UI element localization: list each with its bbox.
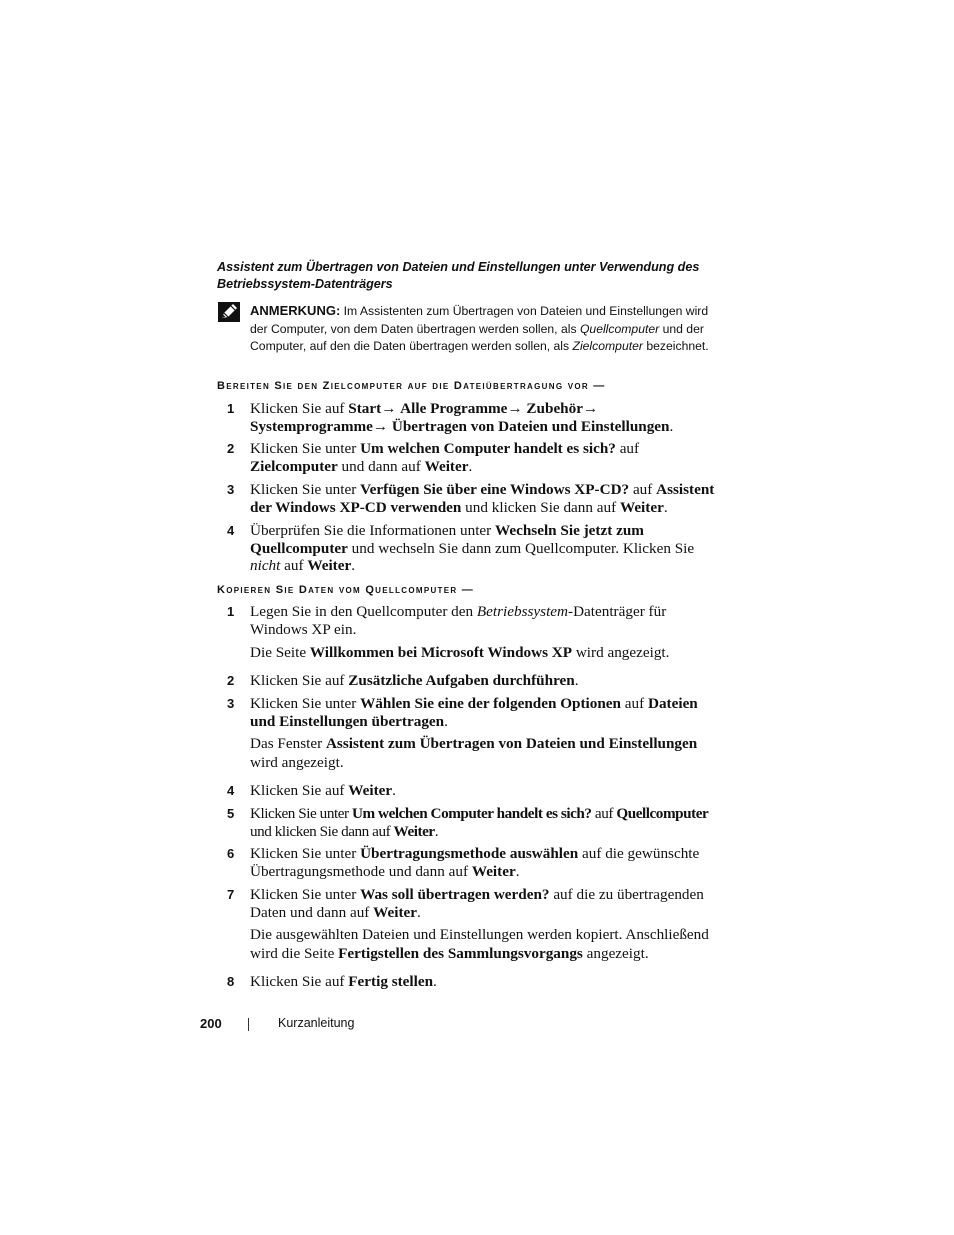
procedure-heading: Assistent zum Übertragen von Dateien und Einstellungen unter Verwendung des Betriebssystem-Datenträgers: [217, 260, 700, 291]
step-number: 4: [227, 783, 235, 798]
note-label: ANMERKUNG:: [250, 303, 341, 318]
note-text: Im Assistenten zum Übertragen von Dateien und Einstellungen wird der Computer, von dem Daten übertragen werden sollen, als: [250, 304, 709, 336]
step-result: Die Seite Willkommen bei Microsoft Windows XP wird angezeigt.: [250, 644, 670, 661]
note-text: und der Computer, auf den die Daten übertragen werden sollen, als: [250, 321, 704, 354]
step-number: 2: [227, 441, 235, 456]
step-number: 1: [227, 604, 235, 619]
page-number: 200: [200, 1016, 222, 1031]
step-text: Klicken Sie unter Verfügen Sie über eine Windows XP-CD? auf Assistent der Windows XP-CD verwenden und klicken Sie dann auf Weiter.: [250, 481, 715, 516]
step-number: 2: [227, 673, 235, 688]
step-text: Klicken Sie unter Wählen Sie eine der folgenden Optionen auf Dateien und Einstellungen übertragen.: [250, 695, 698, 730]
step-number: 3: [227, 482, 235, 497]
step-text: Klicken Sie auf Zusätzliche Aufgaben durchführen.: [250, 672, 579, 689]
step-result: Die ausgewählten Dateien und Einstellungen werden kopiert. Anschließend wird die Seite Fertigstellen des Sammlungsvorgangs angezeigt.: [250, 926, 709, 962]
note-term-source: Quellcomputer: [579, 321, 660, 336]
step-text: Klicken Sie unter Um welchen Computer handelt es sich? auf Zielcomputer und dann auf Weiter.: [250, 440, 640, 475]
step-text: Klicken Sie unter Was soll übertragen werden? auf die zu übertragenden Daten und dann auf Weiter.: [250, 886, 704, 921]
step-number: 6: [227, 846, 235, 861]
step-number: 4: [227, 523, 235, 538]
step-number: 8: [227, 974, 235, 989]
step-number: 3: [227, 696, 235, 711]
step-text: Klicken Sie auf Start→ Alle Programme→ Zubehör→ Systemprogramme→ Übertragen von Dateien und Einstellungen.: [250, 400, 674, 435]
step-text: Klicken Sie unter Um welchen Computer handelt es sich? auf Quellcomputer und klicken Sie dann auf Weiter.: [250, 805, 709, 840]
note-term-target: Zielcomputer: [572, 339, 643, 354]
footer-divider: [248, 1018, 249, 1031]
step-number: 5: [227, 806, 235, 821]
note-text: bezeichnet.: [642, 339, 709, 354]
step-text: Überprüfen Sie die Informationen unter Wechseln Sie jetzt zum Quellcomputer und wechseln Sie dann zum Quellcomputer. Klicken Sie nicht auf Weiter.: [250, 522, 695, 575]
footer-title: Kurzanleitung: [278, 1016, 355, 1030]
step-text: Klicken Sie auf Weiter.: [250, 782, 396, 799]
step-text: Klicken Sie auf Fertig stellen.: [250, 973, 437, 990]
note-block: [250, 302, 720, 356]
pencil-note-icon: [218, 302, 240, 322]
section-heading-target: Bereiten Sie den Zielcomputer auf die Dateiübertragung vor —: [217, 380, 606, 392]
step-text: Legen Sie in den Quellcomputer den Betriebssystem-Datenträger für Windows XP ein.: [250, 603, 667, 638]
step-result: Das Fenster Assistent zum Übertragen von Dateien und Einstellungen wird angezeigt.: [250, 735, 698, 771]
step-number: 1: [227, 401, 235, 416]
section-heading-source: Kopieren Sie Daten vom Quellcomputer —: [217, 584, 475, 596]
step-text: Klicken Sie unter Übertragungsmethode auswählen auf die gewünschte Übertragungsmethode und dann auf Weiter.: [250, 845, 700, 880]
step-number: 7: [227, 887, 235, 902]
